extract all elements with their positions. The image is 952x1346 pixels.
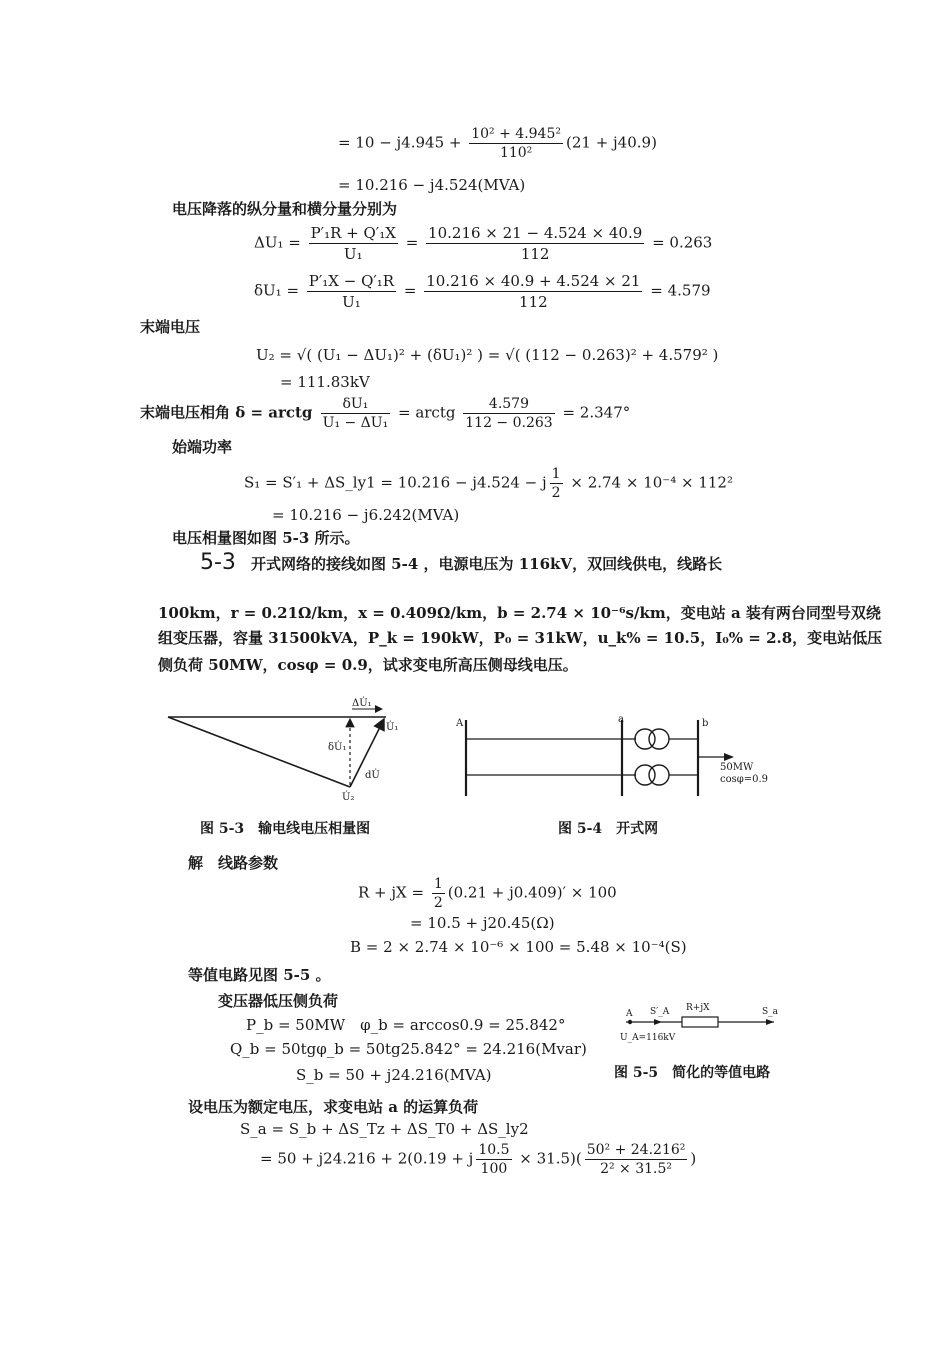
problem-text-line-2: 100km，r = 0.21Ω/km，x = 0.409Ω/km，b = 2.74 × 10⁻⁶s/km，变电站 a 装有两台同型号双绕 [158, 604, 881, 622]
text-start-power: 始端功率 [172, 438, 233, 456]
problem-5-3-heading: 5-3 开式网络的接线如图 5-4 ，电源电压为 116kV，双回线供电，线路长 [200, 550, 723, 575]
label-bus-b: b [702, 718, 709, 729]
eq-u2-result: = 111.83kV [280, 373, 370, 391]
node-A [628, 1020, 632, 1024]
label-U-A: U_A=116kV [620, 1033, 676, 1043]
eq-sa: S_a = S_b + ΔS_Tz + ΔS_T0 + ΔS_ly2 [240, 1120, 529, 1138]
eq-delta-u1: ΔU₁ = $\frac{\text{P′₁R + Q′₁X}}{\text{U₁}}$ = $\frac{10.216 \times 21 - 4.524 \times 40.9}{112}$ = 0.263 [254, 224, 713, 263]
label-load-power: 50MW [720, 762, 754, 773]
figure-5-5-equivalent-circuit [614, 996, 784, 1048]
label-A: A [626, 1009, 633, 1019]
label-u1: U̇₁ [386, 722, 399, 733]
label-load-pf: cosφ=0.9 [720, 774, 769, 785]
label-delta-u1: ΔU̇₁ [352, 698, 372, 709]
eq-sa-expanded: = 50 + j24.216 + 2(0.19 + j $\frac{10.5}{100}$ × 31.5)( $\frac{\text{50² + 24.216²}}{\text{2² × 31.5²}}$ ) [260, 1142, 697, 1177]
eq-line-1: = 10 − j4.945 + $\frac{\text{10² + 4.945²}}{\text{110²}}$ (21 + j40.9) [338, 126, 657, 161]
eq-qb: Q_b = 50tgφ_b = 50tg25.842° = 24.216(Mvar) [230, 1040, 587, 1058]
eq-sb: S_b = 50 + j24.216(MVA) [296, 1066, 492, 1084]
text-equivalent-circuit: 等值电路见图 5-5 。 [188, 966, 331, 984]
label-u2: U̇₂ [342, 792, 355, 803]
eq-phase-angle: 末端电压相角 δ = arctg $\frac{\text{δU₁}}{\text{U₁ − ΔU₁}}$ = arctg $\frac{4.579}{112 - 0.263}$ = 2.347° [140, 396, 631, 431]
caption-figure-5-4: 图 5-4 开式网 [558, 821, 659, 837]
text-end-voltage: 末端电压 [140, 318, 201, 336]
solution-heading: 解 线路参数 [188, 854, 279, 872]
caption-figure-5-3: 图 5-3 输电线电压相量图 [200, 821, 371, 837]
problem-text-line-3: 组变压器，容量 31500kVA，P_k = 190kW，P₀ = 31kW，u_k% = 10.5，I₀% = 2.8，变电站低压 [158, 629, 883, 647]
eq-s1: S₁ = S′₁ + ΔS_ly1 = 10.216 − j4.524 − j $\frac{1}{2}$ × 2.74 × 10⁻⁴ × 112² [244, 466, 733, 501]
eq-s1-result: = 10.216 − j6.242(MVA) [272, 506, 460, 524]
text-operating-load: 设电压为额定电压，求变电站 a 的运算负荷 [188, 1098, 479, 1116]
text-phasor-ref: 电压相量图如图 5-3 所示。 [172, 529, 360, 547]
transformer-2-winding-2 [649, 765, 669, 785]
eq-line-2: = 10.216 − j4.524(MVA) [338, 176, 526, 194]
label-S-a: S_a [762, 1007, 779, 1017]
eq-rx-result: = 10.5 + j20.45(Ω) [410, 914, 555, 932]
figure-5-3-phasor-diagram [160, 692, 410, 810]
eq-b: B = 2 × 2.74 × 10⁻⁶ × 100 = 5.48 × 10⁻⁴(S) [350, 938, 687, 956]
figure-5-4-open-network [448, 712, 778, 802]
label-small-delta-u1: δU̇₁ [328, 742, 347, 753]
caption-figure-5-5: 图 5-5 简化的等值电路 [614, 1065, 771, 1081]
label-S-A: S′_A [650, 1007, 670, 1017]
impedance-box [682, 1017, 718, 1027]
label-bus-A: A [456, 718, 464, 729]
problem-text-line-4: 侧负荷 50MW，cosφ = 0.9，试求变电所高压侧母线电压。 [158, 656, 578, 674]
eq-u2: U₂ = √( (U₁ − ΔU₁)² + (δU₁)² ) = √( (112 − 0.263)² + 4.579² ) [256, 346, 719, 364]
load-arrow [724, 753, 734, 761]
transformer-1-winding-2 [649, 729, 669, 749]
phasor-u2-line [168, 717, 350, 787]
label-du: dU̇ [365, 770, 380, 781]
label-bus-a: a [618, 714, 624, 725]
eq-rx: R + jX = $\frac{1}{2}$ (0.21 + j0.409)′ × 100 [358, 876, 617, 911]
text-transformer-load: 变压器低压侧负荷 [218, 992, 339, 1010]
eq-small-delta-u1: δU₁ = $\frac{\text{P′₁X − Q′₁R}}{\text{U₁}}$ = $\frac{10.216 \times 40.9 + 4.524 \times 21}{112}$ = 4.579 [254, 272, 711, 311]
label-R-jX: R+jX [686, 1003, 710, 1013]
eq-pb: P_b = 50MW φ_b = arccos0.9 = 25.842° [246, 1016, 566, 1034]
text-voltage-drop-components: 电压降落的纵分量和横分量分别为 [172, 200, 398, 218]
